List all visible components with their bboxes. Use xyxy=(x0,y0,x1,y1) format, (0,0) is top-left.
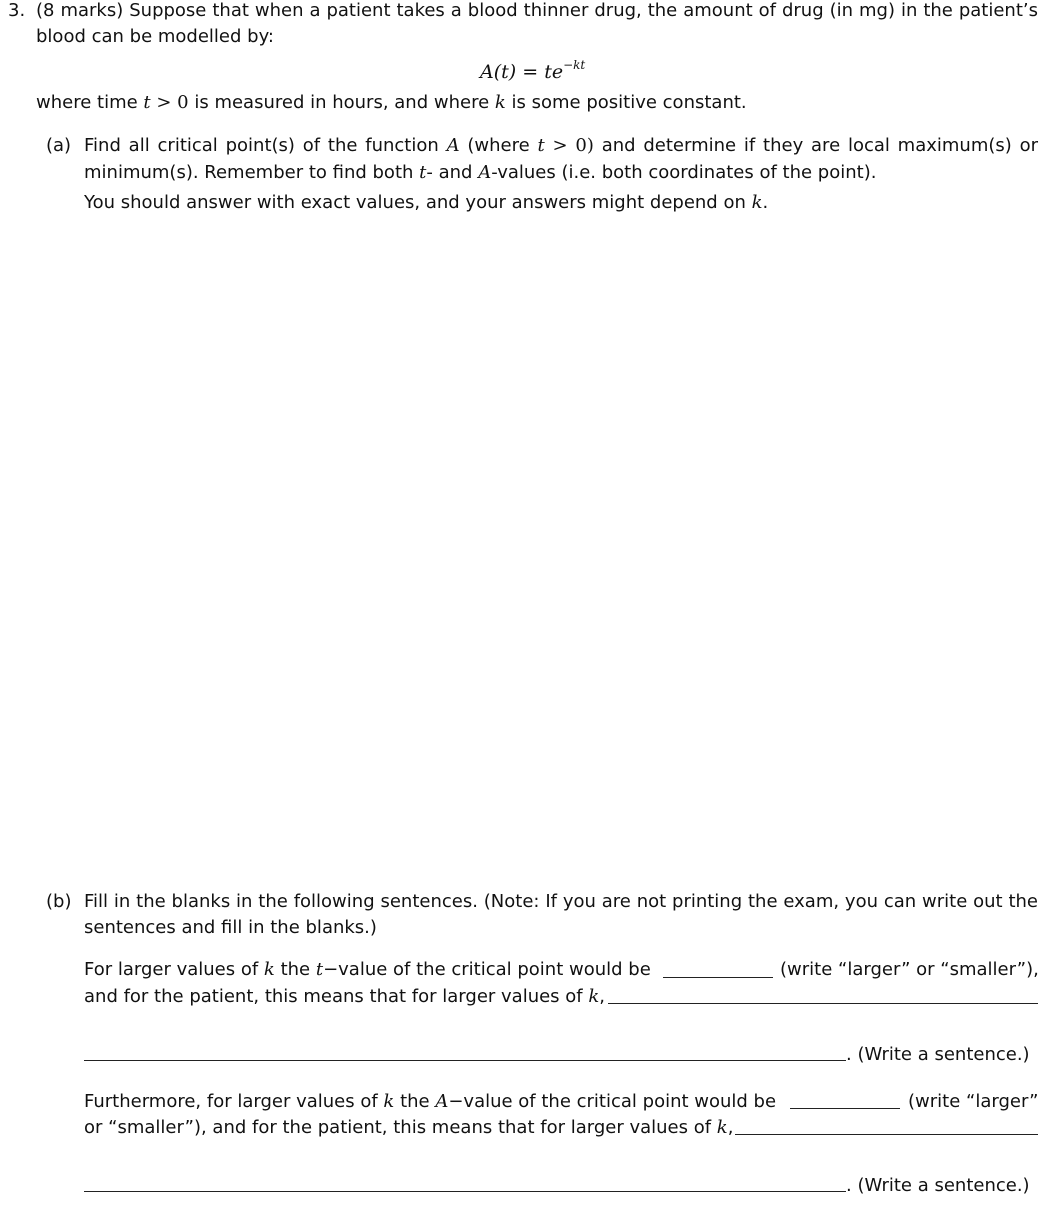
text: Furthermore, for larger values of xyxy=(84,1091,384,1112)
var-k: k xyxy=(751,192,763,213)
text: , xyxy=(599,986,606,1007)
var-k: k xyxy=(716,1117,728,1138)
formula-lhs: A(t) xyxy=(480,61,517,83)
part-a-label: (a) xyxy=(46,135,72,156)
sentence-2-end: . (Write a sentence.) xyxy=(846,1175,1030,1196)
sentence-1-line-1 xyxy=(84,957,651,983)
text: minimum(s). Remember to find both xyxy=(84,162,420,183)
where-text-3: is some positive constant. xyxy=(505,92,747,113)
text: −value of the critical point would be xyxy=(448,1091,777,1112)
var-t: t xyxy=(537,135,545,156)
blank-sentence-1b[interactable] xyxy=(84,1060,846,1061)
blank-t-larger-smaller[interactable] xyxy=(663,977,773,978)
blank-sentence-2b[interactable] xyxy=(84,1191,846,1192)
text: (where xyxy=(459,135,538,156)
var-k: k xyxy=(588,986,600,1007)
blank-sentence-2a[interactable] xyxy=(735,1134,1038,1135)
marks: (8 marks) xyxy=(36,0,124,21)
where-text: where time xyxy=(36,92,144,113)
var-t: t xyxy=(143,92,151,113)
where-text-2: is measured in hours, and where xyxy=(188,92,495,113)
part-a-line-3 xyxy=(84,190,768,216)
question-intro-line-1 xyxy=(36,0,1038,24)
text: , xyxy=(727,1117,734,1138)
var-k: k xyxy=(383,1091,395,1112)
sentence-2-line-1 xyxy=(84,1089,776,1115)
formula-exponent: −kt xyxy=(563,58,586,72)
formula-rhs: te xyxy=(544,61,564,83)
text: You should answer with exact values, and your answers might depend on xyxy=(84,192,752,213)
formula xyxy=(480,52,585,85)
ineq: > 0 xyxy=(150,92,189,113)
part-b-label: (b) xyxy=(46,891,72,912)
question-intro-line-2: blood can be modelled by: xyxy=(36,26,274,47)
text: Find all critical point(s) of the function xyxy=(84,135,447,156)
sentence-1-line-2 xyxy=(84,984,605,1010)
var-A: A xyxy=(435,1091,449,1112)
text: the xyxy=(394,1091,436,1112)
text: and determine if they are local maximum(s) or xyxy=(593,135,1039,156)
blank-sentence-1a[interactable] xyxy=(608,1003,1038,1004)
text: or “smaller”), and for the patient, this means that for larger values of xyxy=(84,1117,717,1138)
question-number: 3. xyxy=(8,0,26,21)
var-t: t xyxy=(315,959,324,980)
var-A: A xyxy=(446,135,460,156)
text: −value of the critical point would be xyxy=(323,959,651,980)
part-a-line-1 xyxy=(84,133,1038,159)
text: -values (i.e. both coordinates of the point). xyxy=(491,162,877,183)
part-a-line-2 xyxy=(84,160,876,186)
text: - and xyxy=(426,162,479,183)
part-b-line-1: Fill in the blanks in the following sentences. (Note: If you are not printing the exam, you can write out the xyxy=(84,891,1038,912)
text: the xyxy=(274,959,316,980)
sentence-2-instruction: (write “larger” xyxy=(908,1091,1039,1112)
sentence-1-end: . (Write a sentence.) xyxy=(846,1044,1030,1065)
where-line xyxy=(36,90,747,116)
formula-equals: = xyxy=(516,61,545,83)
text: . xyxy=(762,192,769,213)
intro-text: Suppose that when a patient takes a blood thinner drug, the amount of drug (in mg) in the patient’s xyxy=(129,0,1039,21)
sentence-2-line-2 xyxy=(84,1115,733,1141)
part-b-line-2: sentences and fill in the blanks.) xyxy=(84,917,377,938)
ineq: > 0) xyxy=(544,135,594,156)
var-A: A xyxy=(478,162,492,183)
var-k: k xyxy=(263,959,275,980)
sentence-1-instruction: (write “larger” or “smaller”), xyxy=(780,959,1039,980)
blank-A-larger-smaller[interactable] xyxy=(790,1108,900,1109)
var-k: k xyxy=(494,92,506,113)
text: For larger values of xyxy=(84,959,264,980)
text: and for the patient, this means that for larger values of xyxy=(84,986,589,1007)
var-t: t xyxy=(419,162,427,183)
